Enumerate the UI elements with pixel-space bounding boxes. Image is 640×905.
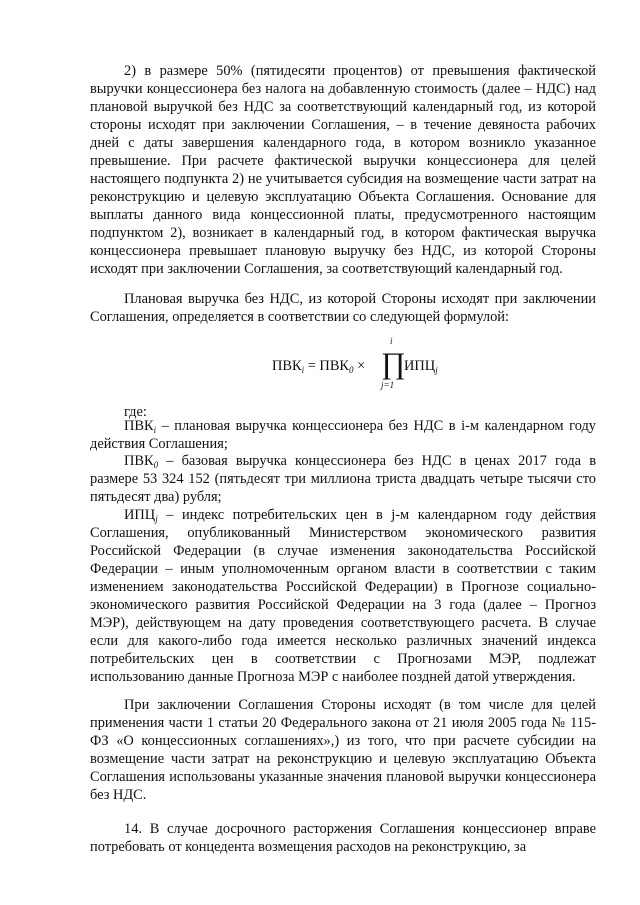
paragraph-item-14: 14. В случае досрочного расторжения Соглашения концессионер вправе потребовать от концедента возмещения расходов на реконструкцию, за [90, 821, 596, 855]
definition-symbol: ИПЦ [124, 507, 156, 523]
definition-text: – плановая выручка концессионера без НДС в i-м календарном году действия Соглашения; [90, 418, 596, 452]
definition-subscript: 0 [153, 460, 159, 470]
where-label: где: [124, 404, 147, 420]
product-lower-limit: j=1 [381, 380, 395, 390]
definition-subscript: i [153, 425, 157, 435]
product-upper-limit: i [390, 336, 393, 346]
formula-term-symbol: ИПЦ [404, 358, 436, 374]
definition-planned-revenue [90, 417, 596, 453]
formula-times: × [353, 358, 366, 374]
paragraph-subsidy-calculation: При заключении Соглашения Стороны исходят (в том числе для целей применения части 1 статьи 20 Федерального закона от 21 июля 2005 года № 115-ФЗ «О концессионных соглашениях»,) из того, что при расчете субсидии на возмещение части затрат на реконструкцию и целевую эксплуатацию Объекта Соглашения использованы указанные значения плановой выручки концессионера без НДС. [90, 697, 596, 803]
definition-text: – индекс потребительских цен в j-м календарном году действия Соглашения, опубликованный Министерством экономического развития Российской Федерации (в случае изменения законодательства Российской Федерации – иным уполномоченным органом власти в соответствии с таким изменением законодательства Российской Федерации) в Прогнозе социально-экономического развития Российской Федерации на 3 года (далее – Прогноз МЭР), действующем на дату проведения соответствующего расчета. В случае если для какого-либо года имеется несколько различных значений индекса потребительских цен в соответствии с Прогнозами МЭР, подлежат использованию данные Прогноза МЭР с наиболее поздней датой утверждения. [90, 507, 596, 685]
definition-subscript: j [155, 514, 158, 524]
paragraph-concession-fee-item-2: 2) в размере 50% (пятидесяти процентов) от превышения фактической выручки концессионера без налога на добавленную стоимость (далее – НДС) над плановой выручкой без НДС за соответствующий календарный год, из которой стороны исходят при заключении Соглашения, – в течение девяноста рабочих дней с даты завершения календарного года, в котором возникло указанное превышение. При расчете фактической выручки концессионера для целей настоящего подпункта 2) не учитывается субсидия на возмещение части затрат на реконструкцию и целевую эксплуатацию Объекта Соглашения. Основание для выплаты данного вида концессионной платы, предусмотренного настоящим подпунктом 2), возникает в календарный год, в котором фактическая выручка концессионера превышает плановую выручку без НДС, из которой Стороны исходят при заключении Соглашения, за соответствующий календарный год. [90, 63, 596, 277]
formula-product-term [404, 357, 438, 375]
formula-left-side [272, 357, 365, 375]
formula-base-subscript: 0 [349, 365, 354, 375]
formula-base-symbol: ПВК [319, 358, 350, 374]
formula-lhs-symbol: ПВК [272, 358, 302, 374]
planned-revenue-formula [272, 336, 532, 394]
definition-base-revenue [90, 452, 596, 506]
formula-lhs-subscript: i [301, 365, 305, 375]
formula-equals: = [304, 358, 320, 374]
definition-text: – базовая выручка концессионера без НДС в ценах 2017 года в размере 53 324 152 (пятьдесят три миллиона триста двадцать четыре тысячи сто пятьдесят два) рубля; [90, 453, 596, 505]
definition-symbol: ПВК [124, 453, 154, 469]
definition-consumer-price-index [90, 506, 596, 686]
definition-symbol: ПВК [124, 418, 154, 434]
formula-term-subscript: j [435, 365, 438, 375]
paragraph-planned-revenue-intro: Плановая выручка без НДС, из которой Стороны исходят при заключении Соглашения, определяется в соответствии со следующей формулой: [90, 291, 596, 325]
product-sign: ∏ [381, 347, 406, 380]
